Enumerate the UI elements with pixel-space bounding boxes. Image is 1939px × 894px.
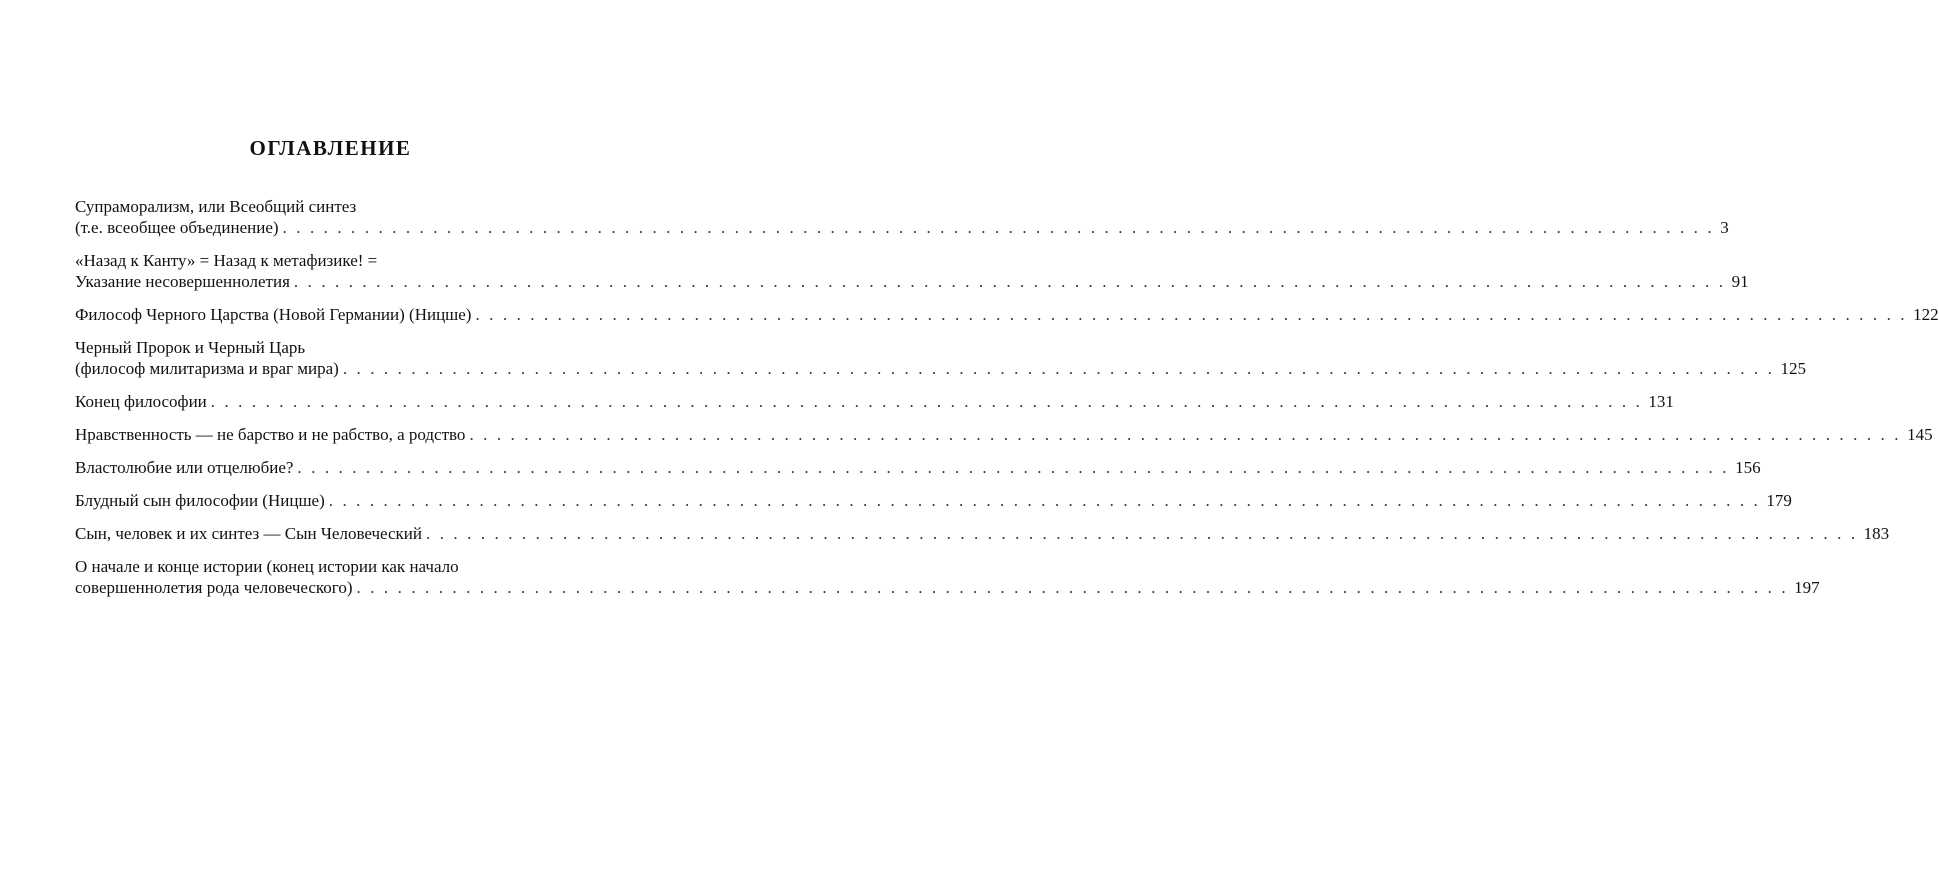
dot-leader: . . . . . . . . . . . . . . . . . . . . . . . . . . . . . . . . . . . . . . . . . . . . . . . . . . . . . . . . . . . . . . . . . . . . . . . . . . . . . . . . . . . . . . . . . . . . . . . . . . . . . . . . . <box>282 218 1715 237</box>
toc-entry-6[interactable] <box>75 424 1933 445</box>
toc-entry-row <box>75 217 1729 238</box>
toc-entry-row <box>75 358 1806 379</box>
toc-entry-title: Нравственность — не барство и не рабство, а родство <box>75 425 466 444</box>
toc-entry-5[interactable] <box>75 391 1674 412</box>
dot-leader: . . . . . . . . . . . . . . . . . . . . . . . . . . . . . . . . . . . . . . . . . . . . . . . . . . . . . . . . . . . . . . . . . . . . . . . . . . . . . . . . . . . . . . . . . . . . . . . . . . . . . . . . . <box>356 578 1789 597</box>
dot-leader: . . . . . . . . . . . . . . . . . . . . . . . . . . . . . . . . . . . . . . . . . . . . . . . . . . . . . . . . . . . . . . . . . . . . . . . . . . . . . . . . . . . . . . . . . . . . . . . . . . . . . . . . . <box>210 392 1643 411</box>
toc-entry-title-line: «Назад к Канту» = Назад к метафизике! = <box>75 251 378 270</box>
table-of-contents <box>75 196 1939 610</box>
page-number: 145 <box>1907 425 1933 444</box>
page-number: 122 <box>1913 305 1939 324</box>
toc-entry-3[interactable] <box>75 304 1939 325</box>
toc-entry-row <box>75 304 1939 325</box>
toc-entry-2[interactable] <box>75 250 1749 292</box>
toc-entry-1[interactable] <box>75 196 1729 238</box>
toc-entry-9[interactable] <box>75 523 1890 544</box>
toc-entry-title: Блудный сын философии (Ницше) <box>75 491 325 510</box>
toc-entry-title-line: О начале и конце истории (конец истории как начало <box>75 557 459 576</box>
dot-leader: . . . . . . . . . . . . . . . . . . . . . . . . . . . . . . . . . . . . . . . . . . . . . . . . . . . . . . . . . . . . . . . . . . . . . . . . . . . . . . . . . . . . . . . . . . . . . . . . . . . . . . . . . <box>469 425 1902 444</box>
toc-entry-4[interactable] <box>75 337 1806 379</box>
toc-entry-title: Конец философии <box>75 392 207 411</box>
page-number: 197 <box>1794 578 1820 597</box>
page-title: ОГЛАВЛЕНИЕ <box>249 136 412 160</box>
toc-entry-title: Сын, человек и их синтез — Сын Человеческий <box>75 524 423 543</box>
toc-entry-row <box>75 424 1933 445</box>
toc-entry-title: Философ Черного Царства (Новой Германии) (Ницше) <box>75 305 472 324</box>
page-number: 183 <box>1863 524 1890 543</box>
page-number: 3 <box>1720 218 1729 237</box>
toc-entry-title: (т.е. всеобщее объединение) <box>75 218 279 237</box>
toc-entry-title-line: Супраморализм, или Всеобщий синтез <box>75 197 357 216</box>
dot-leader: . . . . . . . . . . . . . . . . . . . . . . . . . . . . . . . . . . . . . . . . . . . . . . . . . . . . . . . . . . . . . . . . . . . . . . . . . . . . . . . . . . . . . . . . . . . . . . . . . . . . . . . . . <box>328 491 1761 510</box>
toc-entry-row <box>75 523 1890 544</box>
toc-entry-row <box>75 457 1761 478</box>
toc-entry-row <box>75 490 1792 511</box>
page-number: 91 <box>1731 272 1749 291</box>
toc-entry-title: Властолюбие или отцелюбие? <box>75 458 294 477</box>
toc-entry-title: совершеннолетия рода человеческого) <box>75 578 353 597</box>
page-number: 179 <box>1766 491 1792 510</box>
dot-leader: . . . . . . . . . . . . . . . . . . . . . . . . . . . . . . . . . . . . . . . . . . . . . . . . . . . . . . . . . . . . . . . . . . . . . . . . . . . . . . . . . . . . . . . . . . . . . . . . . . . . . . . . . <box>297 458 1730 477</box>
page-number: 131 <box>1648 392 1674 411</box>
toc-entry-row <box>75 271 1749 292</box>
toc-entry-title: Указание несовершеннолетия <box>75 272 290 291</box>
toc-entry-10[interactable] <box>75 556 1820 598</box>
dot-leader: . . . . . . . . . . . . . . . . . . . . . . . . . . . . . . . . . . . . . . . . . . . . . . . . . . . . . . . . . . . . . . . . . . . . . . . . . . . . . . . . . . . . . . . . . . . . . . . . . . . . . . . . . <box>342 359 1775 378</box>
toc-entry-7[interactable] <box>75 457 1761 478</box>
dot-leader: . . . . . . . . . . . . . . . . . . . . . . . . . . . . . . . . . . . . . . . . . . . . . . . . . . . . . . . . . . . . . . . . . . . . . . . . . . . . . . . . . . . . . . . . . . . . . . . . . . . . . . . . . <box>426 524 1858 543</box>
page-number: 156 <box>1735 458 1761 477</box>
toc-entry-8[interactable] <box>75 490 1792 511</box>
dot-leader: . . . . . . . . . . . . . . . . . . . . . . . . . . . . . . . . . . . . . . . . . . . . . . . . . . . . . . . . . . . . . . . . . . . . . . . . . . . . . . . . . . . . . . . . . . . . . . . . . . . . . . . . . <box>293 272 1726 291</box>
dot-leader: . . . . . . . . . . . . . . . . . . . . . . . . . . . . . . . . . . . . . . . . . . . . . . . . . . . . . . . . . . . . . . . . . . . . . . . . . . . . . . . . . . . . . . . . . . . . . . . . . . . . . . . . . <box>475 305 1908 324</box>
toc-entry-title-line: Черный Пророк и Черный Царь <box>75 338 306 357</box>
page-number: 125 <box>1780 359 1806 378</box>
toc-entry-row <box>75 577 1820 598</box>
toc-entry-row <box>75 391 1674 412</box>
toc-entry-title: (философ милитаризма и враг мира) <box>75 359 339 378</box>
